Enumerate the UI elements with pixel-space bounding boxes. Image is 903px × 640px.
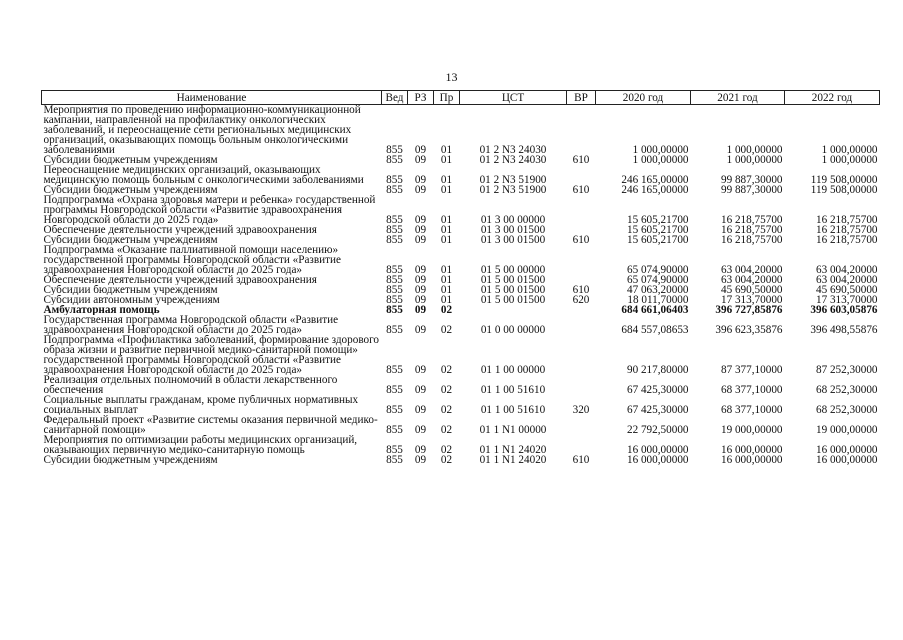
cell-cst: 01 1 N1 24020 (479, 455, 547, 465)
table-row (42, 245, 880, 275)
cell-2020: 1 000,00000 (632, 144, 689, 155)
table-header-row (42, 91, 880, 105)
cell-2020: 90 217,80000 (626, 364, 689, 375)
cell-2022: 63 004,20000 (815, 275, 878, 285)
cell-2021: 45 690,50000 (720, 285, 783, 295)
cell-vr (567, 245, 596, 275)
cell-name: Субсидии автономным учреждениям (43, 295, 220, 305)
table-row (42, 375, 880, 395)
cell-rz: 09 (414, 295, 427, 305)
cell-vr (567, 375, 596, 395)
cell-name: Социальные выплаты гражданам, кроме публичных нормативных социальных выплат (43, 395, 359, 415)
column-header-name: Наименование (42, 91, 382, 105)
cell-2022: 396 603,05876 (810, 305, 878, 315)
cell-pr: 01 (440, 264, 453, 275)
cell-ved: 855 (386, 324, 403, 335)
cell-vr (567, 305, 596, 315)
cell-2022: 63 004,20000 (815, 264, 878, 275)
cell-vr (567, 315, 596, 335)
cell-name: Субсидии бюджетным учреждениям (43, 235, 218, 245)
budget-table (41, 90, 880, 465)
cell-vr: 620 (572, 295, 590, 305)
cell-ved: 855 (386, 275, 403, 285)
cell-2022: 1 000,00000 (821, 144, 878, 155)
cell-vr: 610 (572, 235, 590, 245)
cell-cst: 01 1 N1 24020 (479, 444, 547, 455)
cell-2020: 16 000,00000 (626, 444, 689, 455)
cell-ved: 855 (386, 424, 403, 435)
cell-vr (567, 415, 596, 435)
cell-2021: 63 004,20000 (720, 275, 783, 285)
cell-vr (567, 435, 596, 455)
column-header-ved: Вед (382, 91, 408, 105)
table-row (42, 335, 880, 375)
cell-2021: 16 000,00000 (720, 444, 783, 455)
page-number: 13 (445, 70, 458, 84)
cell-pr: 01 (440, 225, 453, 235)
cell-pr: 01 (440, 275, 453, 285)
cell-vr (567, 335, 596, 375)
cell-pr: 01 (440, 144, 453, 155)
cell-cst: 01 2 N3 51900 (479, 174, 547, 185)
cell-cst: 01 2 N3 51900 (479, 185, 547, 195)
cell-rz: 09 (414, 305, 427, 315)
table-row (42, 435, 880, 455)
table-row (42, 295, 880, 305)
cell-2021: 19 000,00000 (720, 424, 783, 435)
cell-ved: 855 (386, 455, 403, 465)
cell-name: Федеральный проект «Развитие системы оказания первичной медико-санитарной помощи» (43, 415, 378, 435)
cell-name: Субсидии бюджетным учреждениям (43, 155, 218, 165)
cell-pr: 01 (440, 174, 453, 185)
column-header-rz: РЗ (408, 91, 434, 105)
cell-rz: 09 (414, 225, 427, 235)
cell-rz: 09 (414, 144, 427, 155)
cell-name: Подпрограмма «Профилактика заболеваний, формирование здорового образа жизни и развитие первичной медико-санитарной помощи» государственной программы Новгородской области «Развитие здравоохранения Новгородской области до 2025 года» (43, 335, 380, 375)
cell-name: Подпрограмма «Оказание паллиативной помощи населению» государственной программы Новгородской области «Развитие здравоохранения Новгородской области до 2025 года» (43, 245, 341, 275)
cell-pr: 02 (440, 305, 453, 315)
column-header-2020: 2020 год (596, 91, 691, 105)
cell-2022: 68 252,30000 (815, 384, 878, 395)
cell-2022: 119 508,00000 (810, 185, 878, 195)
cell-name: Переоснащение медицинских организаций, оказывающих медицинскую помощь больным с онкологическими заболеваниями (43, 165, 364, 185)
cell-2022: 16 218,75700 (815, 225, 878, 235)
cell-cst: 01 2 N3 24030 (479, 144, 547, 155)
table-row (42, 185, 880, 195)
cell-2020: 16 000,00000 (626, 455, 689, 465)
cell-pr: 01 (440, 285, 453, 295)
cell-name: Обеспечение деятельности учреждений здравоохранения (43, 275, 317, 285)
cell-vr (567, 195, 596, 225)
cell-vr (567, 165, 596, 185)
table-body (42, 105, 880, 466)
cell-2020: 18 011,70000 (627, 295, 689, 305)
cell-2020: 65 074,90000 (626, 264, 689, 275)
cell-cst: 01 3 00 01500 (480, 225, 546, 235)
table-row (42, 315, 880, 335)
cell-rz: 09 (414, 404, 427, 415)
cell-2020: 65 074,90000 (626, 275, 689, 285)
cell-cst (460, 305, 567, 315)
cell-rz: 09 (414, 174, 427, 185)
cell-2020: 246 165,00000 (621, 185, 689, 195)
cell-2021: 68 377,10000 (720, 384, 783, 395)
cell-pr: 01 (440, 235, 453, 245)
cell-rz: 09 (414, 444, 427, 455)
cell-cst: 01 3 00 01500 (480, 235, 546, 245)
cell-cst: 01 3 00 00000 (480, 214, 546, 225)
table-row (42, 305, 880, 315)
cell-pr: 02 (440, 444, 453, 455)
cell-name: Подпрограмма «Охрана здоровья матери и ребенка» государственной программы Новгородской области «Развитие здравоохранения Новгородской области до 2025 года» (43, 195, 376, 225)
cell-ved: 855 (386, 305, 403, 315)
cell-pr: 02 (440, 324, 453, 335)
cell-2020: 1 000,00000 (632, 155, 689, 165)
cell-vr: 320 (572, 404, 590, 415)
table-row (42, 195, 880, 225)
cell-ved: 855 (386, 364, 403, 375)
cell-2022: 16 218,75700 (815, 235, 878, 245)
cell-rz: 09 (414, 285, 427, 295)
cell-pr: 01 (440, 185, 453, 195)
cell-ved: 855 (386, 295, 403, 305)
cell-rz: 09 (414, 155, 427, 165)
cell-rz: 09 (414, 384, 427, 395)
cell-rz: 09 (414, 235, 427, 245)
cell-cst: 01 5 00 00000 (480, 264, 546, 275)
cell-pr: 02 (440, 424, 453, 435)
cell-2021: 16 218,75700 (720, 214, 783, 225)
table-row (42, 225, 880, 235)
cell-ved: 855 (386, 225, 403, 235)
cell-2022: 396 498,55876 (810, 324, 878, 335)
cell-ved: 855 (386, 144, 403, 155)
cell-2022: 17 313,70000 (815, 295, 878, 305)
table-row (42, 455, 880, 465)
table-row (42, 415, 880, 435)
cell-ved: 855 (386, 174, 403, 185)
cell-pr: 02 (440, 364, 453, 375)
cell-cst: 01 1 00 51610 (480, 404, 546, 415)
cell-2021: 99 887,30000 (720, 185, 783, 195)
cell-2021: 87 377,10000 (720, 364, 783, 375)
table-row (42, 285, 880, 295)
cell-name: Субсидии бюджетным учреждениям (43, 285, 218, 295)
cell-pr: 01 (440, 214, 453, 225)
cell-2021: 396 727,85876 (715, 305, 783, 315)
cell-pr: 02 (440, 384, 453, 395)
cell-cst: 01 2 N3 24030 (479, 155, 547, 165)
cell-name: Амбулаторная помощь (43, 305, 160, 315)
cell-name: Государственная программа Новгородской области «Развитие здравоохранения Новгородской области до 2025 года» (43, 315, 339, 335)
cell-2022: 1 000,00000 (821, 155, 878, 165)
table-row (42, 155, 880, 165)
cell-ved: 855 (386, 384, 403, 395)
cell-2020: 684 661,06403 (621, 305, 689, 315)
cell-2021: 16 000,00000 (720, 455, 783, 465)
cell-2020: 47 063,20000 (626, 285, 689, 295)
cell-ved: 855 (386, 155, 403, 165)
cell-pr: 02 (440, 404, 453, 415)
cell-cst: 01 1 00 00000 (480, 364, 546, 375)
cell-2020: 15 605,21700 (626, 235, 689, 245)
cell-vr (567, 275, 596, 285)
cell-2021: 396 623,35876 (715, 324, 783, 335)
cell-rz: 09 (414, 364, 427, 375)
cell-cst: 01 0 00 00000 (480, 324, 546, 335)
cell-ved: 855 (386, 235, 403, 245)
cell-ved: 855 (386, 444, 403, 455)
cell-ved: 855 (386, 285, 403, 295)
cell-2020: 22 792,50000 (626, 424, 689, 435)
table-row (42, 395, 880, 415)
cell-2020: 67 425,30000 (626, 404, 689, 415)
cell-2022: 16 218,75700 (815, 214, 878, 225)
cell-rz: 09 (414, 264, 427, 275)
cell-pr: 01 (440, 155, 453, 165)
cell-pr: 01 (440, 295, 453, 305)
cell-2021: 17 313,70000 (720, 295, 783, 305)
cell-name: Субсидии бюджетным учреждениям (43, 455, 218, 465)
cell-name: Обеспечение деятельности учреждений здравоохранения (43, 225, 317, 235)
cell-cst: 01 1 00 51610 (480, 384, 546, 395)
cell-cst: 01 5 00 01500 (480, 295, 546, 305)
cell-2022: 16 000,00000 (815, 455, 878, 465)
table-row (42, 235, 880, 245)
cell-ved: 855 (386, 185, 403, 195)
cell-vr: 610 (572, 155, 590, 165)
cell-2022: 119 508,00000 (810, 174, 878, 185)
cell-vr: 610 (572, 185, 590, 195)
cell-name: Мероприятия по оптимизации работы медицинских организаций, оказывающих первичную медико-санитарную помощь (43, 435, 358, 455)
cell-2020: 15 605,21700 (626, 225, 689, 235)
cell-name: Субсидии бюджетным учреждениям (43, 185, 218, 195)
cell-2020: 67 425,30000 (626, 384, 689, 395)
cell-2022: 68 252,30000 (815, 404, 878, 415)
cell-rz: 09 (414, 275, 427, 285)
cell-2021: 16 218,75700 (720, 225, 783, 235)
cell-rz: 09 (414, 214, 427, 225)
cell-2022: 45 690,50000 (815, 285, 878, 295)
column-header-cst: ЦСТ (460, 91, 567, 105)
table-row (42, 165, 880, 185)
cell-2021: 99 887,30000 (720, 174, 783, 185)
cell-vr (567, 105, 596, 156)
column-header-2022: 2022 год (785, 91, 880, 105)
table-row (42, 105, 880, 156)
cell-2021: 63 004,20000 (720, 264, 783, 275)
column-header-vr: ВР (567, 91, 596, 105)
cell-vr: 610 (572, 285, 590, 295)
cell-vr: 610 (572, 455, 590, 465)
cell-2022: 19 000,00000 (815, 424, 878, 435)
column-header-2021: 2021 год (691, 91, 785, 105)
cell-vr (567, 225, 596, 235)
cell-cst: 01 5 00 01500 (480, 275, 546, 285)
cell-2022: 87 252,30000 (815, 364, 878, 375)
cell-2021: 68 377,10000 (720, 404, 783, 415)
cell-rz: 09 (414, 424, 427, 435)
cell-2021: 16 218,75700 (720, 235, 783, 245)
cell-ved: 855 (386, 264, 403, 275)
cell-rz: 09 (414, 185, 427, 195)
cell-rz: 09 (414, 324, 427, 335)
cell-2021: 1 000,00000 (726, 144, 783, 155)
cell-cst: 01 1 N1 00000 (479, 424, 547, 435)
cell-pr: 02 (440, 455, 453, 465)
cell-rz: 09 (414, 455, 427, 465)
cell-2020: 684 557,08653 (621, 324, 689, 335)
cell-2022: 16 000,00000 (815, 444, 878, 455)
cell-2020: 15 605,21700 (626, 214, 689, 225)
cell-2021: 1 000,00000 (726, 155, 783, 165)
cell-2020: 246 165,00000 (621, 174, 689, 185)
column-header-pr: Пр (434, 91, 460, 105)
table-row (42, 275, 880, 285)
cell-name: Реализация отдельных полномочий в области лекарственного обеспечения (43, 375, 338, 395)
cell-name: Мероприятия по проведению информационно-коммуникационной кампании, направленной на профилактику онкологических заболеваний, и переоснащение сети региональных медицинских организаций, оказывающих помощь больным онкологическими заболеваниями (43, 104, 361, 155)
cell-ved: 855 (386, 214, 403, 225)
cell-cst: 01 5 00 01500 (480, 285, 546, 295)
cell-ved: 855 (386, 404, 403, 415)
